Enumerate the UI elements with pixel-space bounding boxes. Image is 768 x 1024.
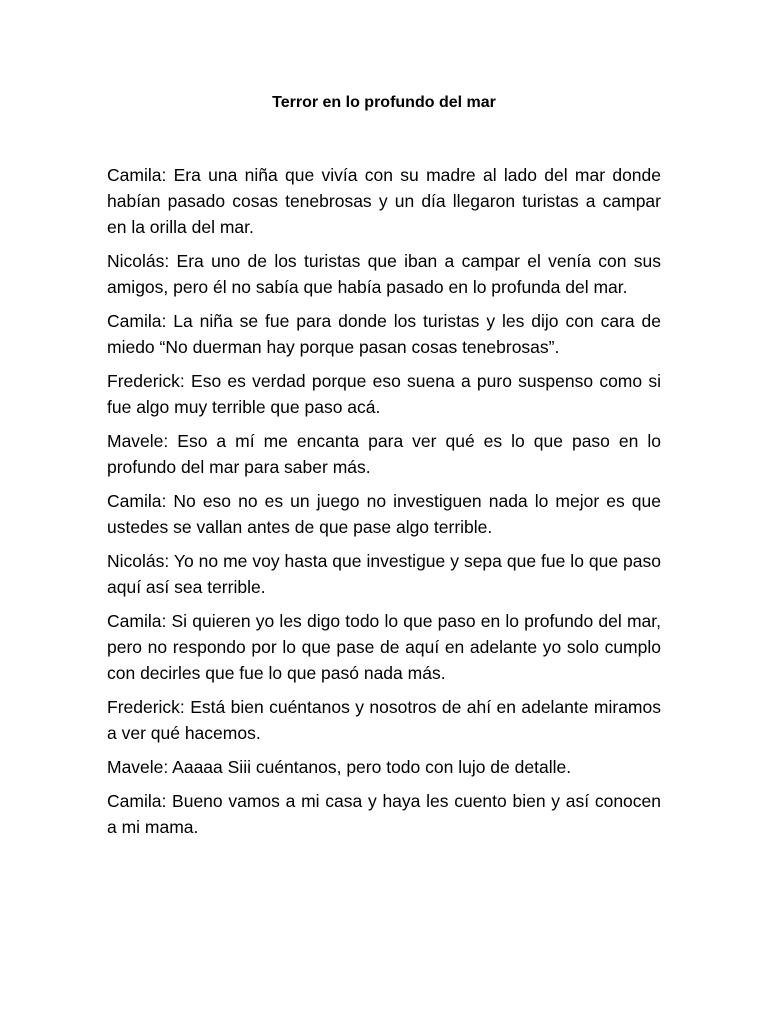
document-body: [107, 162, 661, 848]
dialogue-paragraph: Mavele: Aaaaa Siii cuéntanos, pero todo con lujo de detalle.: [107, 757, 572, 777]
dialogue-paragraph: Mavele: Eso a mí me encanta para ver qué es lo que paso en lo profundo del mar para saber más.: [107, 431, 661, 477]
dialogue-paragraph: Frederick: Está bien cuéntanos y nosotros de ahí en adelante miramos a ver qué hacemos.: [107, 697, 661, 743]
dialogue-paragraph: Camila: La niña se fue para donde los turistas y les dijo con cara de miedo “No duerman hay porque pasan cosas tenebrosas”.: [107, 311, 661, 357]
dialogue-paragraph: Nicolás: Era uno de los turistas que iban a campar el venía con sus amigos, pero él no sabía que había pasado en lo profunda del mar.: [107, 251, 661, 297]
dialogue-paragraph: Nicolás: Yo no me voy hasta que investigue y sepa que fue lo que paso aquí así sea terrible.: [107, 551, 661, 597]
dialogue-paragraph: Camila: Era una niña que vivía con su madre al lado del mar donde habían pasado cosas tenebrosas y un día llegaron turistas a campar en la orilla del mar.: [107, 165, 661, 237]
document-title: Terror en lo profundo del mar: [272, 94, 496, 111]
dialogue-paragraph: Camila: Bueno vamos a mi casa y haya les cuento bien y así conocen a mi mama.: [107, 791, 661, 837]
dialogue-paragraph: Camila: No eso no es un juego no investiguen nada lo mejor es que ustedes se vallan antes de que pase algo terrible.: [107, 491, 661, 537]
dialogue-paragraph: Camila: Si quieren yo les digo todo lo que paso en lo profundo del mar, pero no respondo por lo que pase de aquí en adelante yo solo cumplo con decirles que fue lo que pasó nada más.: [107, 611, 661, 683]
dialogue-paragraph: Frederick: Eso es verdad porque eso suena a puro suspenso como si fue algo muy terrible que paso acá.: [107, 371, 661, 417]
